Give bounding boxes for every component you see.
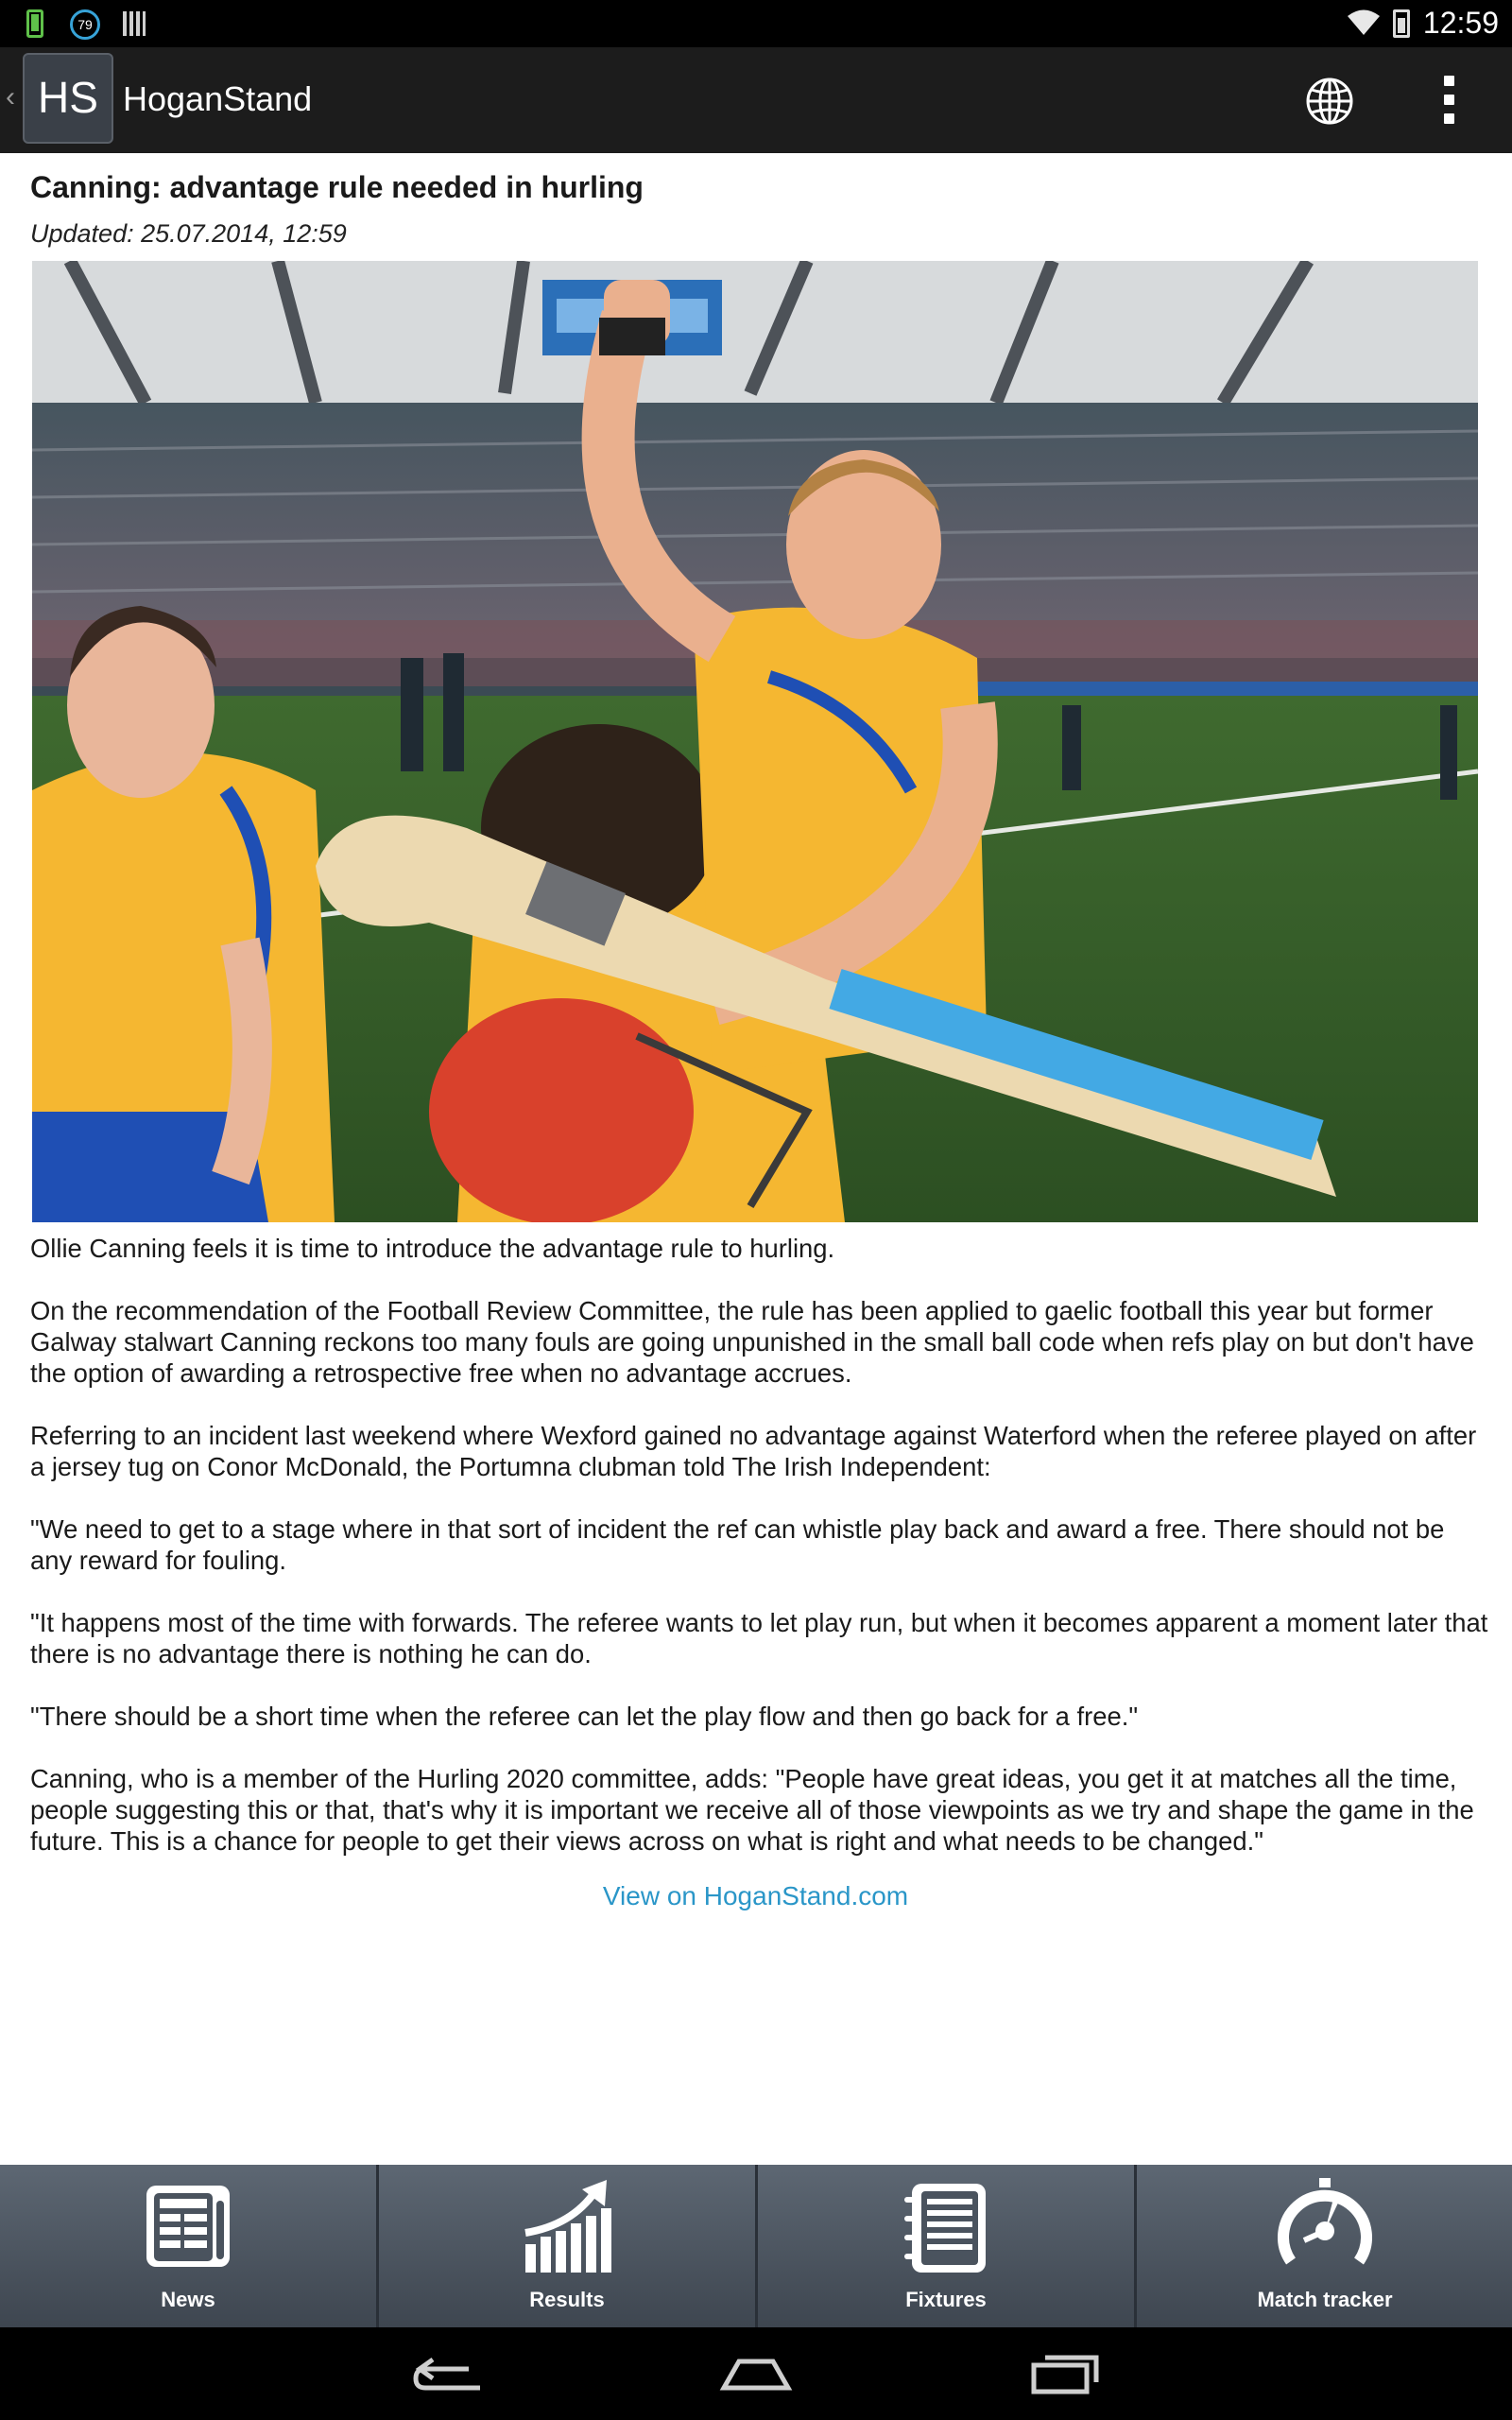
article-updated-date: Updated: 25.07.2014, 12:59 (30, 219, 347, 248)
stopwatch-icon (1278, 2178, 1372, 2276)
wifi-icon (1346, 8, 1382, 36)
system-navigation-bar (0, 2327, 1512, 2420)
nav-item-match-tracker[interactable] (1137, 2165, 1512, 2327)
nav-item-results[interactable] (379, 2165, 755, 2327)
article-body (30, 1233, 1490, 1888)
overflow-menu-icon[interactable] (1436, 72, 1463, 129)
article-paragraph: "It happens most of the time with forwards. The referee wants to let play run, but when it becomes apparent a moment later that there is no advantage there is nothing he can do. (30, 1608, 1488, 1668)
article-headline: Canning: advantage rule needed in hurling (30, 170, 644, 204)
action-bar (0, 47, 1512, 153)
nav-label: News (161, 2288, 215, 2311)
home-icon[interactable] (718, 2350, 794, 2397)
nav-item-fixtures[interactable] (758, 2165, 1134, 2327)
globe-icon[interactable] (1304, 76, 1355, 127)
back-chevron-icon[interactable]: ‹ (6, 81, 15, 112)
nav-label: Match tracker (1257, 2288, 1393, 2311)
article-paragraph: Referring to an incident last weekend where Wexford gained no advantage against Waterford when the referee played on after a jersey tug on Conor McDonald, the Portumna clubman told The Irish Independent: (30, 1421, 1477, 1481)
notepad-icon (899, 2178, 993, 2276)
app-logo[interactable]: HS (23, 53, 113, 144)
battery-icon (1393, 9, 1410, 38)
view-on-site-link[interactable]: View on HoganStand.com (602, 1881, 909, 1910)
article-paragraph: "There should be a short time when the referee can let the play flow and then go back for a free." (30, 1702, 1139, 1731)
recent-apps-icon[interactable] (1028, 2350, 1104, 2397)
article-paragraph: "We need to get to a stage where in that sort of incident the ref can whistle play back and award a free. There should not be any reward for fouling. (30, 1514, 1445, 1575)
notification-badge-icon: 79 (70, 9, 100, 40)
barcode-icon (123, 11, 146, 36)
nav-item-news[interactable] (0, 2165, 376, 2327)
app-title: HoganStand (123, 79, 313, 118)
back-icon[interactable] (412, 2350, 488, 2397)
nav-label: Fixtures (905, 2288, 987, 2311)
phone-icon (26, 9, 43, 38)
article-photo (32, 261, 1478, 1222)
bottom-navigation (0, 2165, 1512, 2327)
article-paragraph: Ollie Canning feels it is time to introduce the advantage rule to hurling. (30, 1234, 835, 1263)
status-bar (0, 0, 1512, 47)
article-paragraph: On the recommendation of the Football Review Committee, the rule has been applied to gaelic football this year but former Galway stalwart Canning reckons too many fouls are going unpunished in the small ball code when refs play on but don't have the option of awarding a retrospective free when no advantage accrues. (30, 1296, 1474, 1388)
newspaper-icon (141, 2178, 235, 2276)
chart-up-icon (520, 2178, 614, 2276)
nav-label: Results (529, 2288, 605, 2311)
article-paragraph: Canning, who is a member of the Hurling 2020 committee, adds: "People have great ideas, you get it at matches all the time, people suggesting this or that, that's why it is important we receive all of those viewpoints as we try and shape the game in the future. This is a chance for people to get their views across on what is right and what needs to be changed." (30, 1764, 1474, 1856)
clock: 12:59 (1422, 6, 1499, 40)
